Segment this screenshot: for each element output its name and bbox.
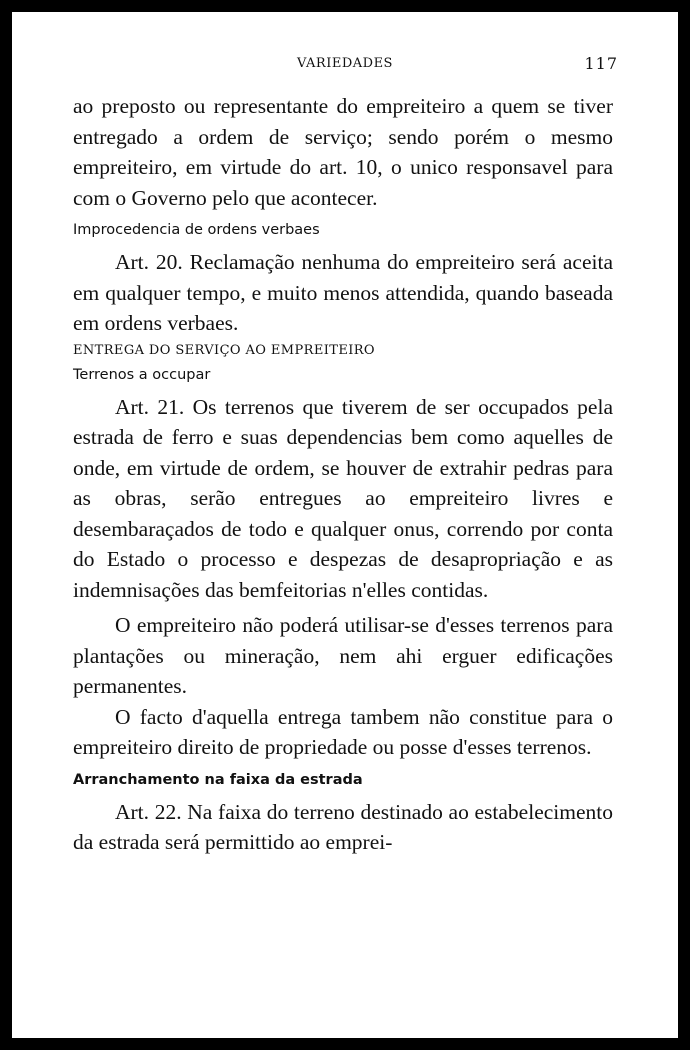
page-body xyxy=(73,91,613,858)
article-22: Art. 22. Na faixa do terreno destinado ao estabelecimento da estrada será permittido ao emprei- xyxy=(73,799,613,854)
paragraph-entrega: O facto d'aquella entrega tambem não constitue para o empreiteiro direito de propriedade ou posse d'esses terrenos. xyxy=(73,704,613,759)
article-20: Art. 20. Reclamação nenhuma do empreiteiro será aceita em qualquer tempo, e muito menos attendida, quando baseada em ordens verbaes. xyxy=(73,250,613,335)
paragraph-continued: ao preposto ou representante do empreiteiro a quem se tiver entregado a ordem de serviço; sendo porém o mesmo empreiteiro, em virtude do art. 10, o unico responsavel para com o Governo pelo que acontecer. xyxy=(73,94,613,210)
section-heading-arranchamento: Arranchamento na faixa da estrada xyxy=(73,771,363,788)
page-number: 117 xyxy=(584,54,618,73)
section-heading-terrenos: Terrenos a occupar xyxy=(73,366,211,383)
running-title: VARIEDADES xyxy=(297,56,393,71)
section-heading-ordens-verbaes: Improcedencia de ordens verbaes xyxy=(73,222,320,238)
paragraph-utilisar: O empreiteiro não poderá utilisar-se d'esses terrenos para plantações ou mineração, nem ahi erguer edificações permanentes. xyxy=(73,613,613,698)
running-header xyxy=(12,54,678,78)
article-21: Art. 21. Os terrenos que tiverem de ser occupados pela estrada de ferro e suas dependencias bem como aquelles de onde, em virtude de ordem, se houver de extrahir pedras para as obras, serão entregues ao empreiteiro livres e desembaraçados de todo e qualquer onus, correndo por conta do Estado o processo e despezas de desapropriação e as indemnisações das bemfeitorias n'elles contidas. xyxy=(73,394,613,602)
chapter-heading-entrega: ENTREGA DO SERVIÇO AO EMPREITEIRO xyxy=(73,342,375,358)
book-page xyxy=(12,12,678,1038)
